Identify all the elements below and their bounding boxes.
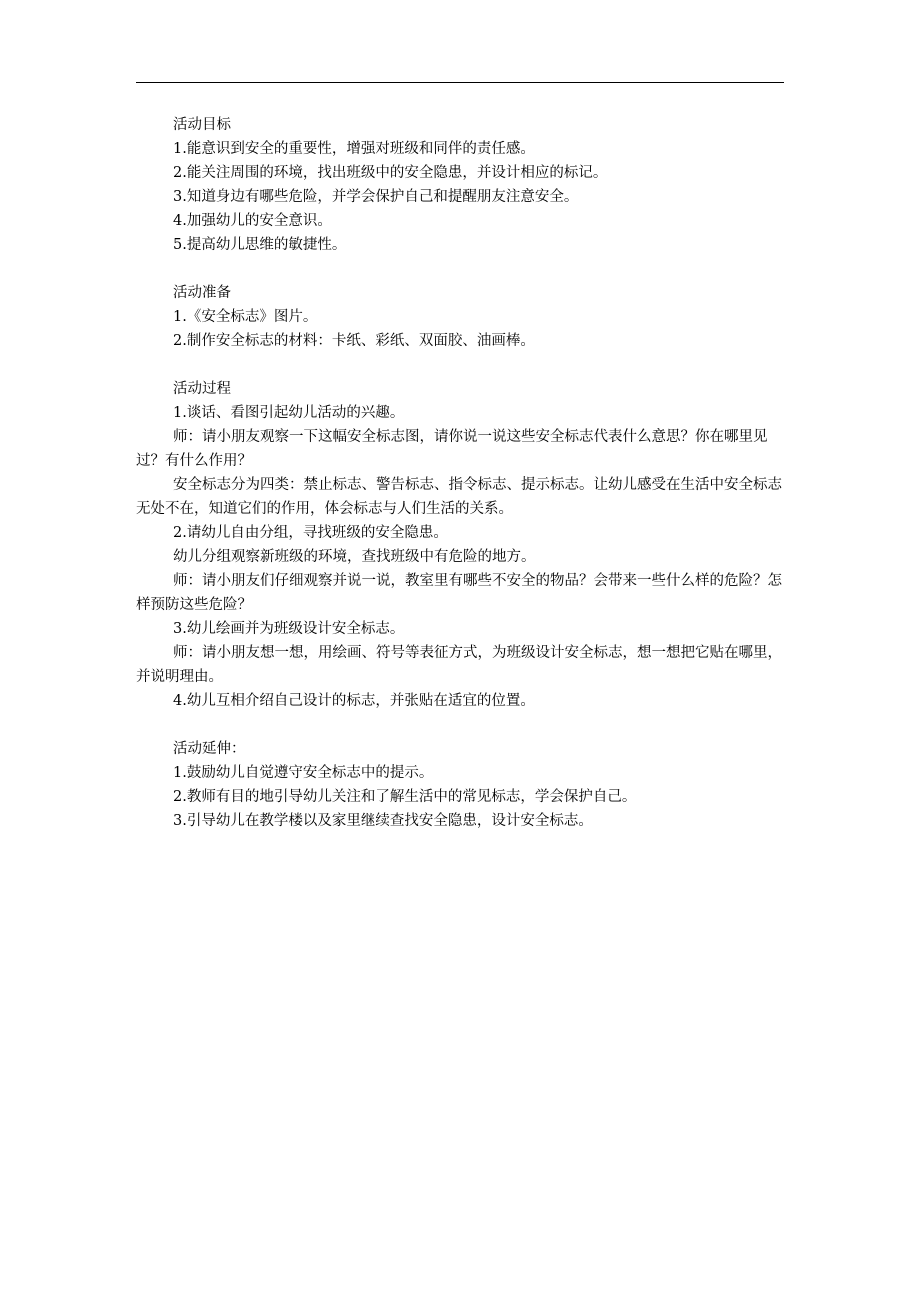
goal-item: 4.加强幼儿的安全意识。 [173, 213, 332, 229]
goal-item: 5.提高幼儿思维的敏捷性。 [173, 237, 347, 253]
process-step: 2.请幼儿自由分组，寻找班级的安全隐患。 [173, 525, 448, 541]
process-step: 1.谈话、看图引起幼儿活动的兴趣。 [173, 405, 405, 421]
process-step: 3.幼儿绘画并为班级设计安全标志。 [173, 621, 405, 637]
preparation-item: 1.《安全标志》图片。 [173, 309, 318, 325]
section-gap [136, 713, 786, 737]
extension-item: 3.引导幼儿在教学楼以及家里继续查找安全隐患，设计安全标志。 [173, 813, 593, 829]
extension-item: 2.教师有目的地引导幼儿关注和了解生活中的常见标志，学会保护自己。 [173, 789, 637, 805]
process-step: 4.幼儿互相介绍自己设计的标志，并张贴在适宜的位置。 [173, 693, 535, 709]
section-heading: 活动延伸： [173, 741, 246, 757]
teacher-dialogue: 师：请小朋友想一想，用绘画、符号等表征方式，为班级设计安全标志，想一想把它贴在哪里，并说明理由。 [136, 645, 782, 685]
goal-item: 2.能关注周围的环境，找出班级中的安全隐患，并设计相应的标记。 [173, 165, 608, 181]
goal-item: 1.能意识到安全的重要性，增强对班级和同伴的责任感。 [173, 141, 535, 157]
section-heading: 活动过程 [173, 381, 231, 397]
teacher-dialogue: 师：请小朋友们仔细观察并说一说，教室里有哪些不安全的物品？会带来一些什么样的危险？怎样预防这些危险？ [136, 573, 782, 613]
document-body [136, 113, 786, 833]
section-preparation [136, 281, 786, 353]
header-rule [136, 82, 784, 83]
process-note: 安全标志分为四类：禁止标志、警告标志、指令标志、提示标志。让幼儿感受在生活中安全标志无处不在，知道它们的作用，体会标志与人们生活的关系。 [136, 477, 782, 517]
section-extension [136, 737, 786, 833]
section-gap [136, 257, 786, 281]
section-heading: 活动目标 [173, 117, 231, 133]
teacher-dialogue: 师：请小朋友观察一下这幅安全标志图，请你说一说这些安全标志代表什么意思？你在哪里见过？有什么作用？ [136, 429, 768, 469]
goal-item: 3.知道身边有哪些危险，并学会保护自己和提醒朋友注意安全。 [173, 189, 579, 205]
section-heading: 活动准备 [173, 285, 231, 301]
process-note: 幼儿分组观察新班级的环境，查找班级中有危险的地方。 [173, 549, 536, 565]
extension-item: 1.鼓励幼儿自觉遵守安全标志中的提示。 [173, 765, 434, 781]
section-goals [136, 113, 786, 257]
preparation-item: 2.制作安全标志的材料：卡纸、彩纸、双面胶、油画棒。 [173, 333, 535, 349]
section-gap [136, 353, 786, 377]
section-process [136, 377, 786, 713]
